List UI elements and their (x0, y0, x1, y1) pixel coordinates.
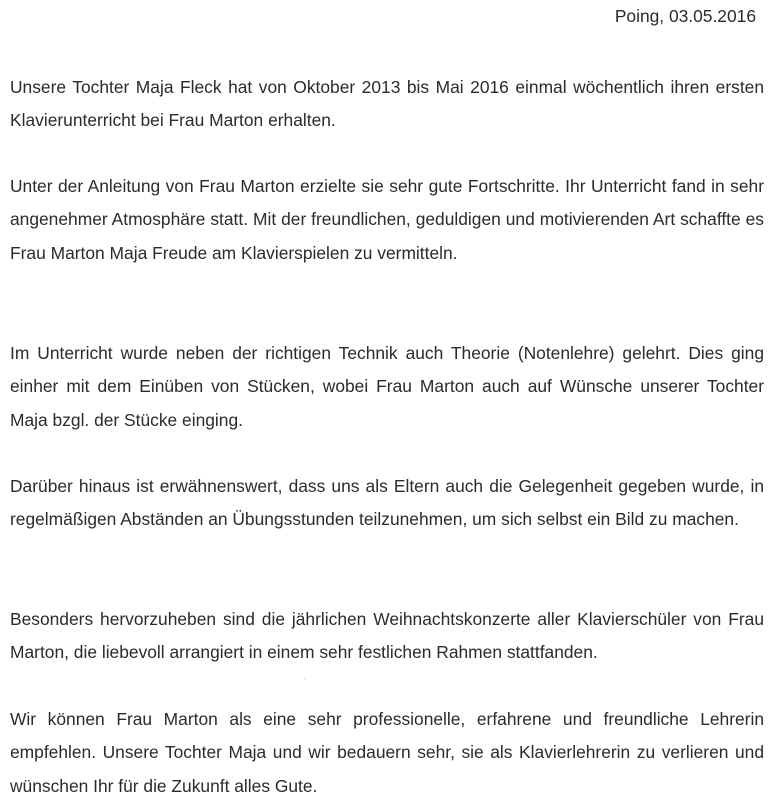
scan-speck: · (303, 675, 306, 684)
paragraph-intro: Unsere Tochter Maja Fleck hat von Oktober 2013 bis Mai 2016 einmal wöchentlich ihren ersten Klavierunterricht bei Frau Marton erhalten. (10, 77, 764, 131)
paragraph-progress: Unter der Anleitung von Frau Marton erzielte sie sehr gute Fortschritte. Ihr Unterricht fand in sehr angenehmer Atmosphäre statt. Mit der freundlichen, geduldigen und motivierenden Art schaffte es Frau Marton Maja Freude am Klavierspielen zu vermitteln. (10, 176, 764, 263)
paragraph-recommendation: Wir können Frau Marton als eine sehr professionelle, erfahrene und freundliche Lehrerin empfehlen. Unsere Tochter Maja und wir bedauern sehr, sie als Klavierlehrerin zu verlieren und wünschen Ihr für die Zukunft alles Gute. (10, 709, 764, 796)
paragraph-concerts: Besonders hervorzuheben sind die jährlichen Weihnachtskonzerte aller Klavierschüler von Frau Marton, die liebevoll arrangiert in einem sehr festlichen Rahmen stattfanden. (10, 609, 764, 663)
paragraph-theory: Im Unterricht wurde neben der richtigen Technik auch Theorie (Notenlehre) gelehrt. Dies ging einher mit dem Einüben von Stücken, wobei Frau Marton auch auf Wünsche unserer Tochter Maja bzgl. der Stücke einging. (10, 343, 764, 430)
paragraph-parent-visits: Darüber hinaus ist erwähnenswert, dass uns als Eltern auch die Gelegenheit gegeben wurde, in regelmäßigen Abständen an Übungsstunden teilzunehmen, um sich selbst ein Bild zu machen. (10, 476, 764, 530)
date-line: Poing, 03.05.2016 (614, 6, 756, 26)
